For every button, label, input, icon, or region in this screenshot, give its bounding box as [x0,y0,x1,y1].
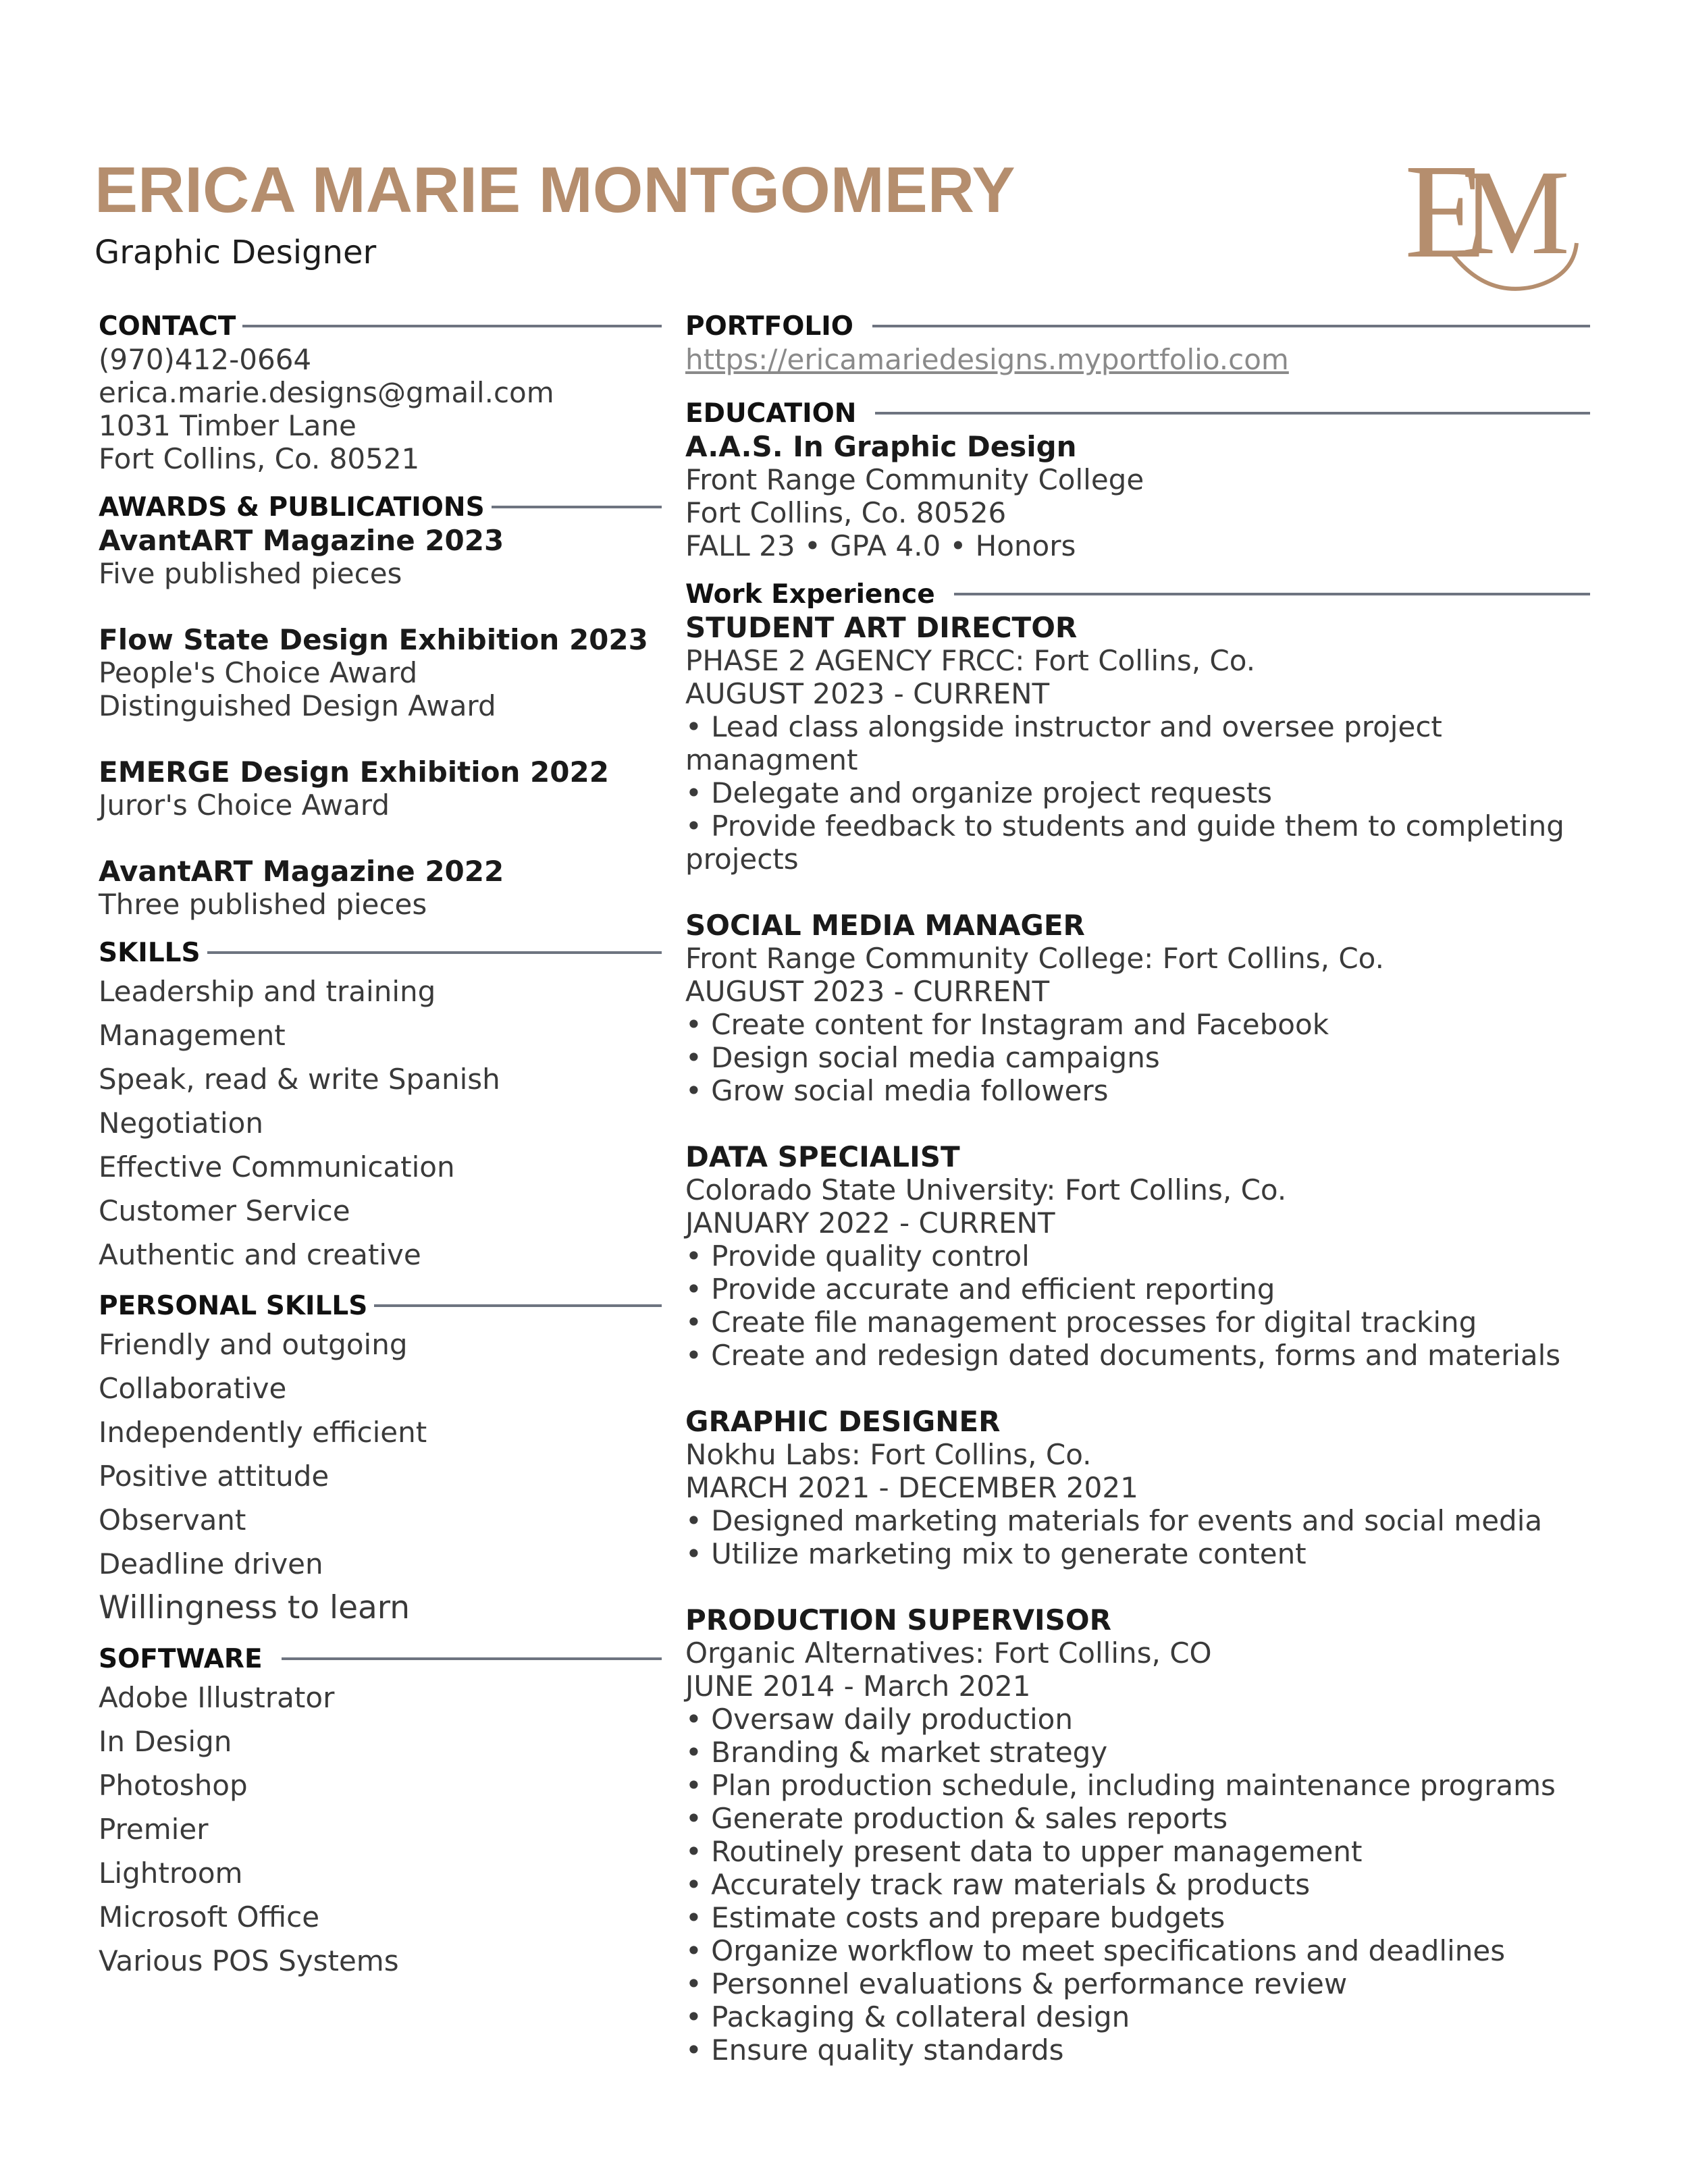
contact-title: CONTACT [99,311,236,342]
software-item: Photoshop [99,1769,248,1802]
job-bullet: • Plan production schedule, including maintenance programs [685,1769,1556,1802]
software-item: Premier [99,1813,209,1846]
award-detail: Distinguished Design Award [99,689,496,722]
software-header [99,1642,662,1676]
job-bullet: • Branding & market strategy [685,1736,1108,1769]
award-item [99,755,662,822]
software-item: Various POS Systems [99,1944,399,1977]
software-item: Microsoft Office [99,1900,320,1934]
job-bullet: • Provide feedback to students and guide them to completing projects [685,809,1564,876]
job-entry [685,1405,1590,1570]
section-divider [875,412,1590,415]
contact-email[interactable]: erica.marie.designs@gmail.com [99,376,554,409]
section-divider [242,325,662,327]
job-bullet: • Designed marketing materials for events and social media [685,1504,1543,1537]
skill-item: Leadership and training [99,975,436,1008]
job-bullet: • Estimate costs and prepare budgets [685,1901,1225,1934]
personal-skill-item: Independently efficient [99,1416,427,1449]
section-divider [207,951,662,954]
section-divider [954,593,1590,595]
personal-skill-item: Willingness to learn [99,1589,411,1626]
job-bullet: • Oversaw daily production [685,1703,1073,1736]
job-bullet: • Grow social media followers [685,1074,1109,1107]
award-item [99,524,662,590]
job-org: Colorado State University: Fort Collins, Co. [685,1173,1287,1206]
job-dates: MARCH 2021 - DECEMBER 2021 [685,1471,1138,1504]
personal-skill-item: Observant [99,1503,246,1537]
job-bullet: • Create and redesign dated documents, forms and materials [685,1339,1561,1372]
personal-skill-item: Deadline driven [99,1547,323,1580]
award-name: Flow State Design Exhibition 2023 [99,623,648,656]
section-divider [374,1304,662,1307]
job-entry [685,611,1590,876]
job-bullet: • Utilize marketing mix to generate content [685,1537,1307,1570]
award-name: AvantART Magazine 2022 [99,855,504,888]
personal-skill-item: Friendly and outgoing [99,1328,408,1361]
em-monogram-logo [1398,128,1600,297]
skill-item: Speak, read & write Spanish [99,1063,500,1096]
award-name: EMERGE Design Exhibition 2022 [99,755,609,789]
personal-skill-item: Collaborative [99,1372,287,1405]
contact-header [99,309,662,343]
education-header [685,396,1590,430]
awards-header [99,490,662,524]
education-city: Fort Collins, Co. 80526 [685,496,1007,529]
software-title: SOFTWARE [99,1643,263,1674]
award-item [99,855,662,921]
awards-list [99,524,662,921]
work-title: Work Experience [685,579,935,610]
job-title: SOCIAL MEDIA MANAGER [685,909,1085,942]
skills-title: SKILLS [99,937,201,968]
work-list [685,611,1590,2067]
personal-skills-list [99,1323,662,1630]
job-bullet: • Create file management processes for digital tracking [685,1306,1477,1339]
job-title: PRODUCTION SUPERVISOR [685,1603,1111,1636]
job-entry [685,1140,1590,1372]
job-title: STUDENT ART DIRECTOR [685,611,1078,644]
contact-city: Fort Collins, Co. 80521 [99,442,420,475]
job-bullet: • Routinely present data to upper management [685,1835,1363,1868]
education-title: EDUCATION [685,398,857,429]
job-bullet: • Packaging & collateral design [685,2000,1130,2033]
resume-name: ERICA MARIE MONTGOMERY [95,154,1016,226]
skill-item: Management [99,1019,286,1052]
personal-skills-title: PERSONAL SKILLS [99,1290,368,1321]
svg-text:M: M [1462,145,1571,279]
work-header [685,577,1590,611]
personal-skill-item: Positive attitude [99,1460,329,1493]
job-bullet: • Create content for Instagram and Facebook [685,1008,1329,1041]
job-dates: JUNE 2014 - March 2021 [685,1670,1031,1703]
section-divider [872,325,1590,327]
software-item: Lightroom [99,1857,243,1890]
award-detail: Three published pieces [99,888,427,921]
job-bullet: • Personnel evaluations & performance review [685,1967,1348,2000]
job-title: GRAPHIC DESIGNER [685,1405,1001,1438]
portfolio-title: PORTFOLIO [685,311,853,342]
job-bullet: • Provide quality control [685,1240,1030,1273]
job-bullet: • Ensure quality standards [685,2033,1064,2067]
svg-text:E: E [1404,137,1487,286]
education-details: FALL 23 • GPA 4.0 • Honors [685,529,1076,562]
left-column [99,309,662,1983]
job-bullet: • Delegate and organize project requests [685,776,1273,809]
award-detail: Five published pieces [99,557,402,590]
software-list [99,1676,662,1983]
section-divider [282,1657,662,1660]
job-bullet: • Accurately track raw materials & products [685,1868,1311,1901]
right-column [685,309,1590,2067]
award-name: AvantART Magazine 2023 [99,524,504,557]
job-dates: JANUARY 2022 - CURRENT [685,1206,1055,1240]
job-dates: AUGUST 2023 - CURRENT [685,975,1050,1008]
job-title: DATA SPECIALIST [685,1140,960,1173]
skill-item: Negotiation [99,1107,263,1140]
job-bullet: • Lead class alongside instructor and oversee project managment [685,710,1442,776]
job-bullet: • Organize workflow to meet specifications and deadlines [685,1934,1506,1967]
job-entry [685,1603,1590,2067]
software-item: Adobe Illustrator [99,1681,335,1714]
job-dates: AUGUST 2023 - CURRENT [685,677,1050,710]
job-org: Nokhu Labs: Fort Collins, Co. [685,1438,1092,1471]
contact-phone: (970)412-0664 [99,343,312,376]
contact-street: 1031 Timber Lane [99,409,357,442]
skill-item: Authentic and creative [99,1238,421,1271]
award-detail: People's Choice Award [99,656,418,689]
job-entry [685,909,1590,1107]
awards-title: AWARDS & PUBLICATIONS [99,491,485,523]
job-role: Graphic Designer [95,234,377,271]
portfolio-link[interactable]: https://ericamariedesigns.myportfolio.com [685,343,1289,376]
job-org: Organic Alternatives: Fort Collins, CO [685,1636,1212,1670]
education-degree: A.A.S. In Graphic Design [685,430,1077,463]
job-bullet: • Provide accurate and efficient reporting [685,1273,1275,1306]
job-bullet: • Generate production & sales reports [685,1802,1228,1835]
award-item [99,623,662,722]
skill-item: Customer Service [99,1194,350,1227]
personal-skills-header [99,1289,662,1323]
section-divider [492,506,662,508]
job-org: Front Range Community College: Fort Collins, Co. [685,942,1384,975]
portfolio-header [685,309,1590,343]
award-detail: Juror's Choice Award [99,789,390,822]
skills-list [99,969,662,1277]
skills-header [99,936,662,969]
job-org: PHASE 2 AGENCY FRCC: Fort Collins, Co. [685,644,1256,677]
job-bullet: • Design social media campaigns [685,1041,1160,1074]
software-item: In Design [99,1725,232,1758]
education-school: Front Range Community College [685,463,1144,496]
skill-item: Effective Communication [99,1150,455,1183]
